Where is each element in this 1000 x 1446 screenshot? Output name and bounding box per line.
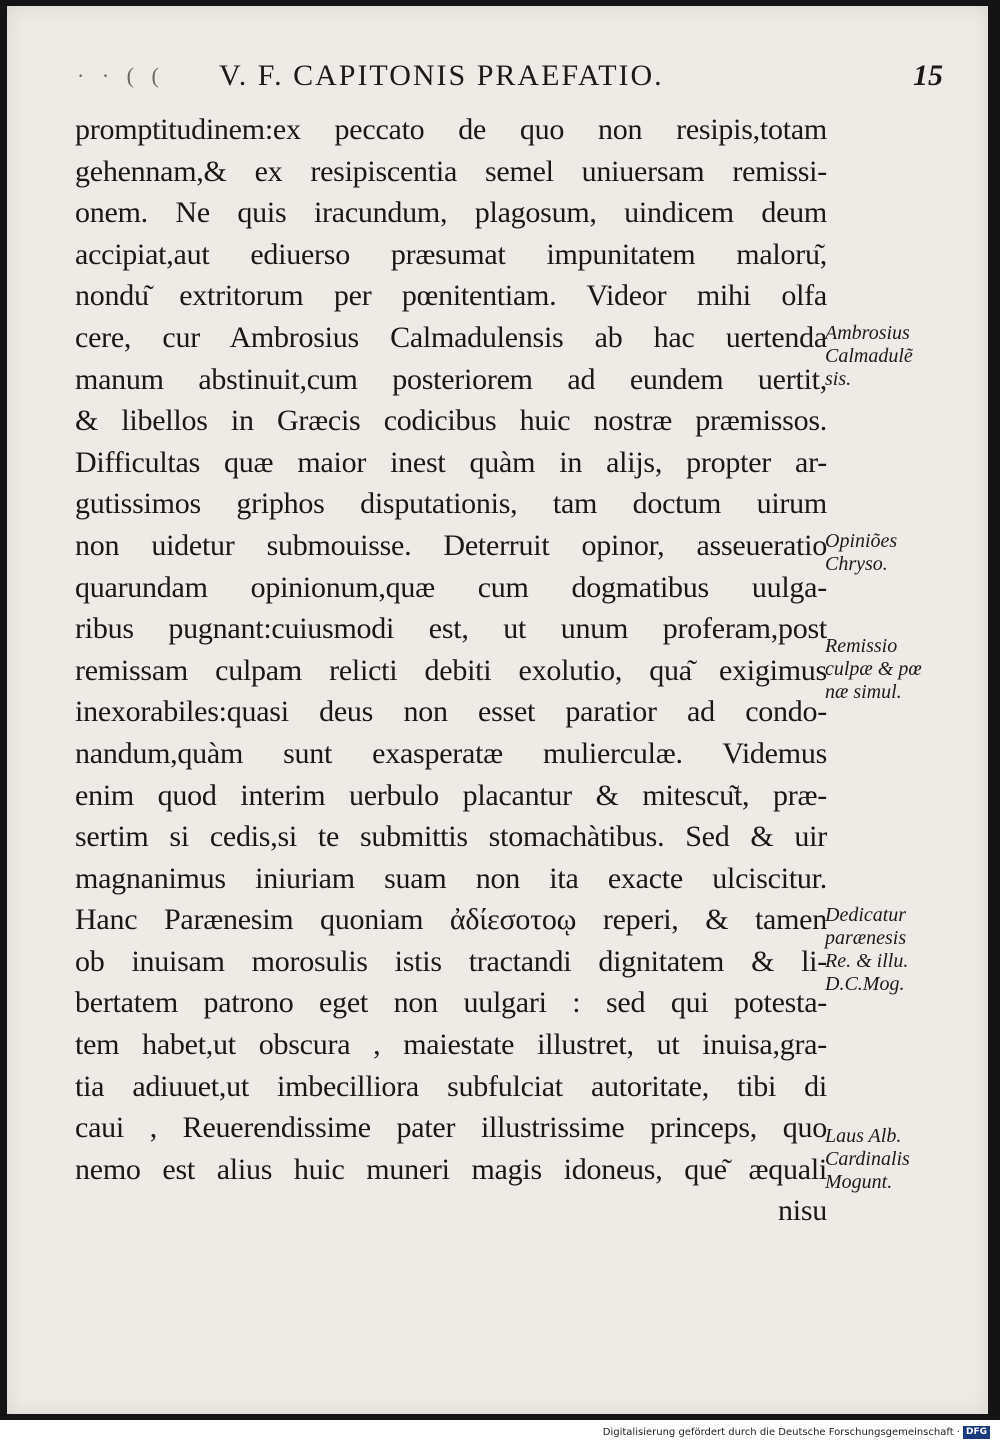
text-line: non uidetur submouisse. Deterruit opinor, asseueratio	[75, 528, 827, 562]
text-line: gutissimos griphos disputationis, tam doctum uirum	[75, 487, 827, 521]
margin-note-remissio: Remissio culpæ & pœ næ simul.	[825, 635, 922, 703]
margin-note-dedicatur: Dedicatur parænesis Re. & illu. D.C.Mog.	[825, 904, 909, 995]
text-line: ob inuisam morosulis istis tractandi dignitatem & li-	[75, 944, 827, 978]
text-line: nandum,quàm sunt exasperatæ mulierculæ. Videmus	[75, 736, 827, 770]
header-marks: · · ( (	[77, 63, 165, 88]
digitization-credit	[603, 1426, 990, 1439]
text-line: onem. Ne quis iracundum, plagosum, uindicem deum	[75, 196, 827, 230]
text-line: manum abstinuit,cum posteriorem ad eundem uertit,	[75, 362, 827, 396]
text-line: & libellos in Græcis codicibus huic nostræ præmissos.	[75, 404, 827, 438]
margin-note-opiniones: Opiniões Chryso.	[825, 530, 898, 575]
text-line: inexorabiles:quasi deus non esset paratior ad condo-	[75, 695, 827, 729]
text-line: accipiat,aut ediuerso præsumat impunitatem maloru͂,	[75, 237, 827, 271]
text-line: remissam culpam relicti debiti exolutio, qua͂ exigimus	[75, 653, 827, 687]
text-line: enim quod interim uerbulo placantur & mitescu͂t, præ-	[75, 778, 827, 812]
margin-note-laus: Laus Alb. Cardinalis Mogunt.	[825, 1125, 910, 1193]
credit-text: Digitalisierung gefördert durch die Deutsche Forschungsgemeinschaft ·	[602, 1427, 960, 1438]
text-line: caui , Reuerendissime pater illustrissime princeps, quo	[75, 1111, 827, 1145]
text-line: promptitudinem:ex peccato de quo non resipis,totam	[75, 113, 827, 146]
text-line: ribus pugnant:cuiusmodi est, ut unum proferam,post	[75, 612, 827, 646]
page-header	[77, 59, 943, 99]
text-line: nemo est alius huic muneri magis idoneus, que͂ æquali	[75, 1152, 827, 1186]
text-line: gehennam,& ex resipiscentia semel uniuersam remissi-	[75, 154, 827, 188]
text-line: sertim si cedis,si te submittis stomachàtibus. Sed & uir	[75, 820, 827, 854]
body-text	[75, 109, 827, 1232]
text-line: Difficultas quæ maior inest quàm in alijs, propter ar-	[75, 445, 827, 479]
text-line: magnanimus iniuriam suam non ita exacte ulciscitur.	[75, 861, 827, 895]
margin-note-ambrosius: Ambrosius Calmadulẽ sis.	[825, 322, 913, 390]
text-line: tia adiuuet,ut imbecilliora subfulciat autoritate, tibi di	[75, 1069, 827, 1103]
text-line: tem habet,ut obscura , maiestate illustret, ut inuisa,gra-	[75, 1028, 827, 1062]
folio-number: 15	[913, 59, 943, 92]
text-line: bertatem patrono eget non uulgari : sed qui potesta-	[75, 986, 827, 1020]
running-head: V. F. CAPITONIS PRAEFATIO.	[219, 59, 664, 92]
text-line-catchword: nisu	[777, 1194, 827, 1228]
text-line: Hanc Parænesim quoniam ἀδίεσοτοῳ reperi, & tamen	[75, 903, 827, 937]
text-line: cere, cur Ambrosius Calmadulensis ab hac uertenda	[75, 320, 827, 354]
text-line: quarundam opinionum,quæ cum dogmatibus uulga-	[75, 570, 827, 604]
book-page	[7, 6, 988, 1414]
dfg-logo: DFG	[963, 1426, 990, 1439]
text-line: nondu͂ extritorum per pœnitentiam. Videor mihi olfa	[75, 279, 827, 313]
